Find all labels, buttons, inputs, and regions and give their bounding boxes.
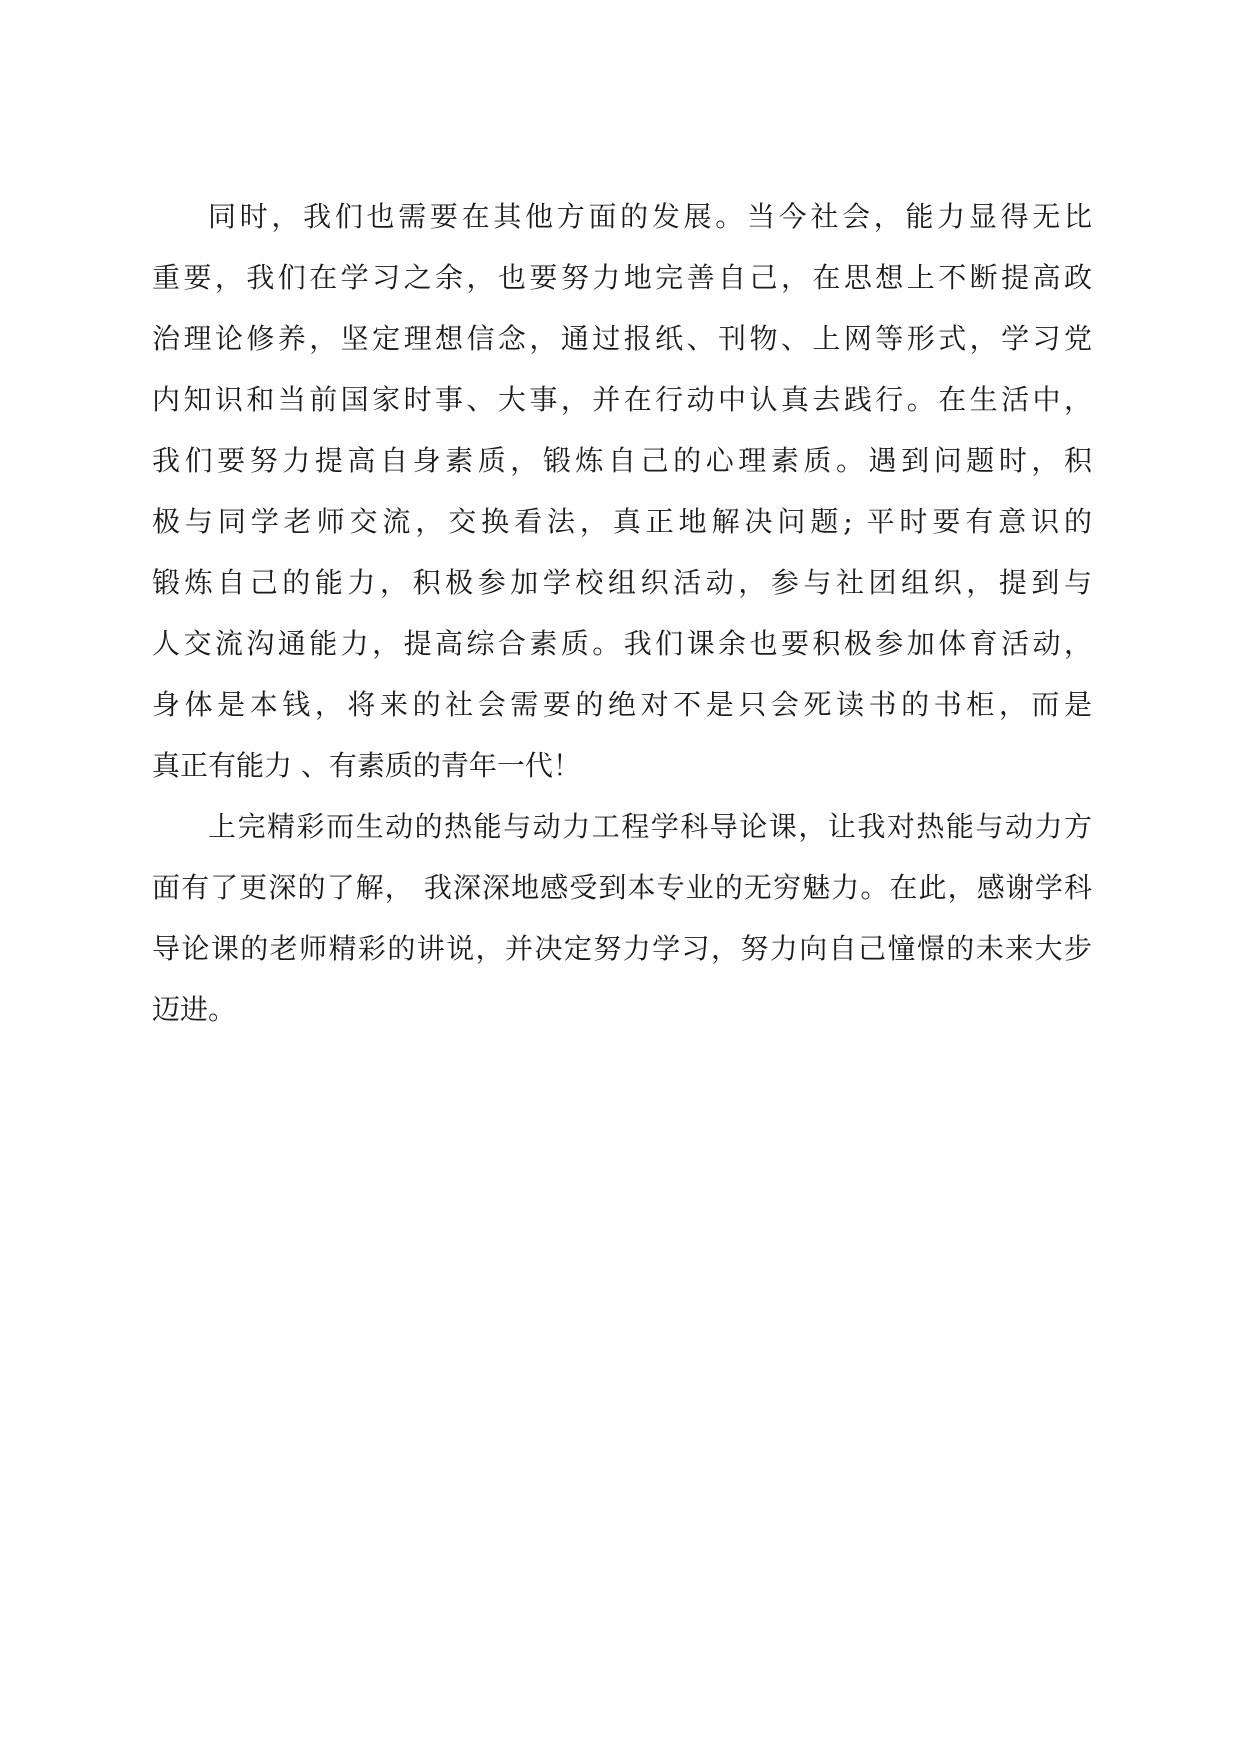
- paragraph-line: 上完精彩而生动的热能与动力工程学科导论课，让我对热能与动力方: [208, 810, 1092, 843]
- paragraph-line: 我们要努力提高自身素质，锻炼自己的心理素质。遇到问题时，积: [152, 444, 1092, 477]
- paragraph-line: 面有了更深的了解， 我深深地感受到本专业的无穷魅力。在此，感谢学科: [152, 871, 1092, 904]
- paragraph-line: 真正有能力 、有素质的青年一代！: [152, 749, 581, 782]
- paragraph-line: 同时，我们也需要在其他方面的发展。当今社会，能力显得无比: [208, 200, 1092, 233]
- paragraph-line: 治理论修养，坚定理想信念，通过报纸、刊物、上网等形式，学习党: [152, 322, 1092, 355]
- paragraph-1: [152, 186, 1092, 796]
- paragraph-line: 极与同学老师交流，交换看法，真正地解决问题; 平时要有意识的: [152, 505, 1092, 538]
- paragraph-line: 身体是本钱，将来的社会需要的绝对不是只会死读书的书柜，而是: [152, 688, 1092, 721]
- paragraph-line: 锻炼自己的能力，积极参加学校组织活动，参与社团组织，提到与: [152, 566, 1092, 599]
- paragraph-line: 内知识和当前国家时事、大事，并在行动中认真去践行。在生活中，: [152, 383, 1092, 416]
- document-body: [152, 186, 1092, 1040]
- paragraph-2: [152, 796, 1092, 1040]
- paragraph-line: 重要，我们在学习之余，也要努力地完善自己，在思想上不断提高政: [152, 261, 1092, 294]
- paragraph-line: 迈进。: [152, 993, 237, 1026]
- paragraph-line: 导论课的老师精彩的讲说，并决定努力学习，努力向自己憧憬的未来大步: [152, 932, 1092, 965]
- paragraph-line: 人交流沟通能力，提高综合素质。我们课余也要积极参加体育活动，: [152, 627, 1092, 660]
